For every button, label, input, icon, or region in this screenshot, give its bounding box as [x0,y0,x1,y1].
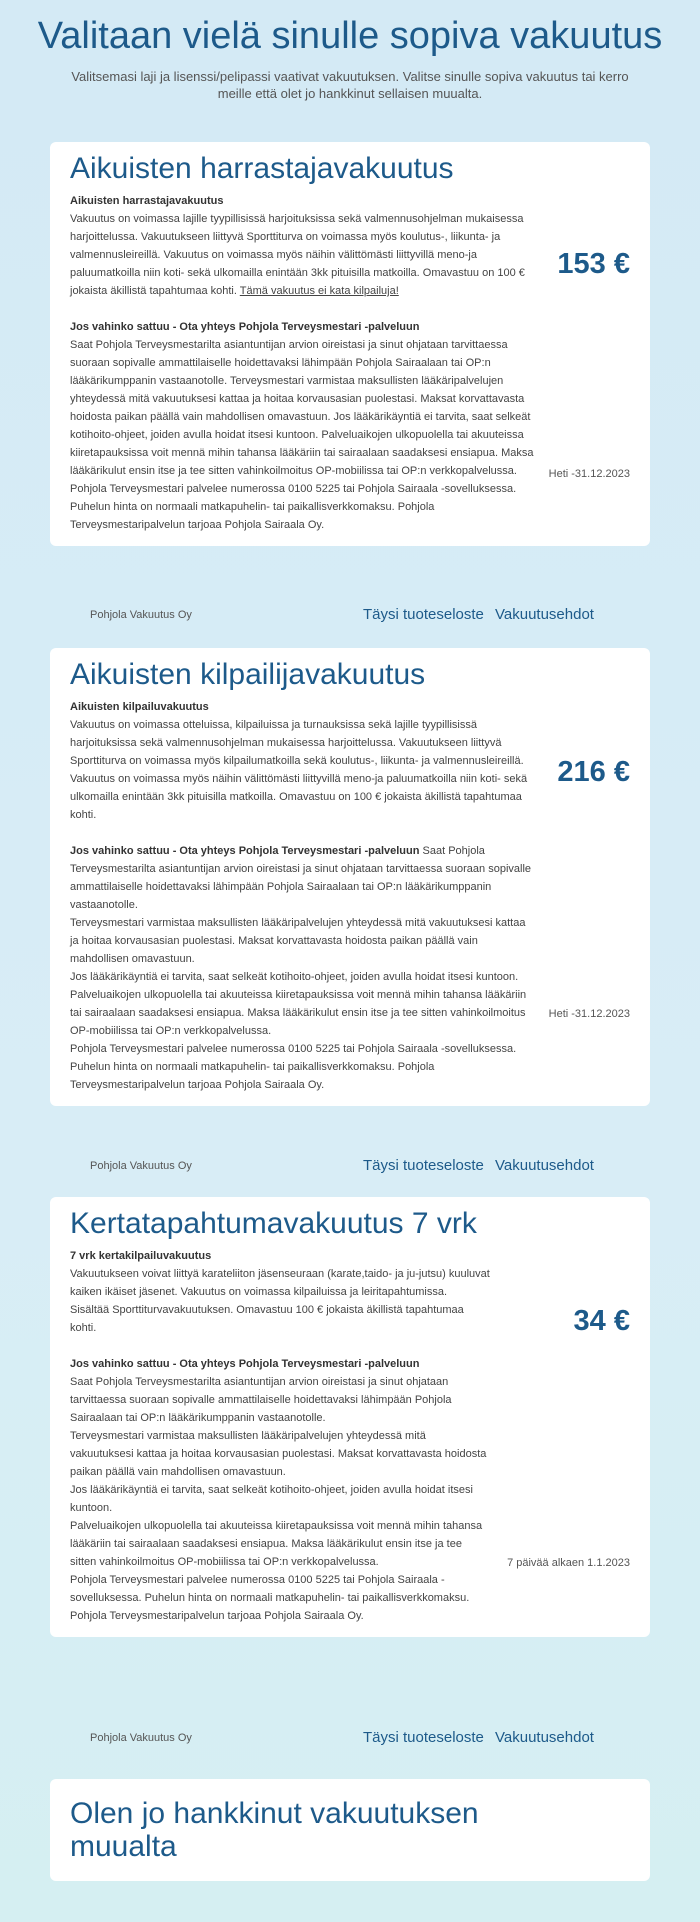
card-footer [50,1157,650,1177]
price: 153 € [557,248,630,280]
card-title: Aikuisten harrastajavakuutus [70,152,454,185]
card-title: Aikuisten kilpailijavakuutus [70,658,426,691]
claims-text: Jos vahinko sattuu - Ota yhteys Pohjola Terveysmestari -palveluun Saat Pohjola Terveysmestarilta asiantuntijan arvion oireistasi ja sinut ohjataan tarvittaessa suoraan sopivalle ammattilaiselle hoidettavaksi lähimpään Pohjola Sairaalaan tai OP:n lääkärikumppanin vastaanotolle. [70,845,532,911]
coverage-text: Vakuutus on voimassa lajille tyypillisissä harjoituksissa sekä valmennusohjelman mukaisessa harjoittelussa. Vakuutukseen liittyvä Sporttiturva on voimassa myös koulutus-, liikunta- ja valmennusleireillä. Vakuutus on voimassa myös näihin välittömästi liittyvillä meno-ja paluumatkoilla niin koti- sekä ulkomailla enintään 3kk pituisilla matkoilla. Omavastuu on 100 € jokaista äkillistä tapahtumaa kohti. Tämä vakuutus ei kata kilpailuja! [70,213,525,297]
validity-period: Heti -31.12.2023 [548,468,630,480]
provider-name: Pohjola Vakuutus Oy [90,1732,192,1744]
product-sheet-link[interactable]: Täysi tuoteseloste [363,1729,484,1746]
claims-text: Palveluaikojen ulkopuolella tai akuuteissa kiiretapauksissa voit mennä mihin tahansa lääkäriin tai sairaalaan saadaksesi ensiapua. Maksa lääkärikulut ensin itse ja tee sitten vahinkoilmoitus OP-mobiilissa tai OP:n verkkopalvelussa. [70,989,527,1037]
insurance-card-harrastaja[interactable] [50,142,650,546]
card-footer [50,1729,650,1749]
validity-period: 7 päivää alkaen 1.1.2023 [507,1557,630,1569]
card-title: Kertatapahtumavakuutus 7 vrk [70,1207,477,1240]
claims-text: Saat Pohjola Terveysmestarilta asiantuntijan arvion oireistasi ja sinut ohjataan tarvittaessa suoraan sopivalle ammattilaiselle hoidettavaksi lähimpään Pohjola Sairaalaan tai OP:n lääkärikumppanin vastaanotolle. Terveysmestari varmistaa maksullisten lääkäripalvelujen yhteydessä mitä vakuutuksesi kattaa ja hoitaa korvausasian puolestasi. Maksat korvattavasta hoidosta paikan päällä vain mahdollisen omavastuun. Jos lääkärikäyntiä ei tarvita, saat selkeät kotihoito-ohjeet, joiden avulla hoidat itsesi kuntoon. Palveluaikojen ulkopuolella tai akuuteissa kiiretapauksissa voit mennä mihin tahansa lääkäriin tai sairaalaan saadaksesi ensiapua. Maksa lääkärikulut ensin itse ja tee sitten vahinkoilmoitus OP-mobiilissa tai OP:n verkkopalvelussa. Pohjola Terveysmestari palvelee numerossa 0100 5225 tai Pohjola Sairaala -sovelluksessa. Puhelun hinta on normaali matkapuhelin- tai paikallisverkkomaksu. Pohjola Terveysmestaripalvelun tarjoaa Pohjola Sairaala Oy. [70,339,534,531]
claims-text: Palveluaikojen ulkopuolella tai akuuteissa kiiretapauksissa voit mennä mihin tahansa lääkäriin tai sairaalaan saadaksesi ensiapua. Maksa lääkärikulut ensin itse ja tee sitten vahinkoilmoitus OP-mobiilissa tai OP:n verkkopalvelussa. [70,1520,483,1568]
claims-text: Pohjola Terveysmestari palvelee numerossa 0100 5225 tai Pohjola Sairaala -sovelluksessa. Puhelun hinta on normaali matkapuhelin- tai paikallisverkkomaksu. Pohjola Terveysmestaripalvelun tarjoaa Pohjola Sairaala Oy. [70,1574,470,1622]
external-insurance-option[interactable] [50,1779,650,1881]
coverage-text: Sisältää Sporttiturvavakuutuksen. Omavastuu 100 € jokaista äkillistä tapahtumaa kohti. [70,1304,464,1334]
card-description [70,698,535,1094]
provider-name: Pohjola Vakuutus Oy [90,1160,192,1172]
product-sheet-link[interactable]: Täysi tuoteseloste [363,1157,484,1174]
coverage-text: Vakuutus on voimassa otteluissa, kilpailuissa ja turnauksissa sekä lajille tyypillisissä harjoituksissa sekä valmennusohjelman mukaisessa harjoittelussa. Vakuutukseen liittyvä Sporttiturva on voimassa myös kilpailumatkoilla sekä koulutus-, liikunta- ja valmennusleireillä. Vakuutus on voimassa myös näihin välittömästi liittyvillä meno-ja paluumatkoilla niin koti- sekä ulkomailla enintään 3kk pituisilla matkoilla. Omavastuu on 100 € jokaista äkillistä tapahtumaa kohti. [70,719,528,821]
claims-text: Terveysmestari varmistaa maksullisten lääkäripalvelujen yhteydessä mitä vakuutuksesi kattaa ja hoitaa korvausasian puolestasi. Maksat korvattavasta hoidosta paikan päällä vain mahdollisen omavastuun. [70,1430,487,1478]
page-header [0,14,700,102]
page-title: Valitaan vielä sinulle sopiva vakuutus [37,15,663,57]
claims-text: Terveysmestari varmistaa maksullisten lääkäripalvelujen yhteydessä mitä vakuutuksesi kattaa ja hoitaa korvausasian puolestasi. Maksat korvattavasta hoidosta paikan päällä vain mahdollisen omavastuun. [70,917,526,965]
page-subtitle: Valitsemasi laji ja lisenssi/pelipassi vaativat vakuutuksen. Valitse sinulle sopiva vakuutus tai kerro meille että olet jo hankkinut sellaisen muualta. [71,69,629,101]
section-title: 7 vrk kertakilpailuvakuutus [70,1250,212,1262]
product-sheet-link[interactable]: Täysi tuoteseloste [363,606,484,623]
card-description [70,1247,490,1625]
coverage-text: Vakuutukseen voivat liittyä karateliiton jäsenseuraan (karate,taido- ja ju-jutsu) kuuluvat kaiken ikäiset jäsenet. Vakuutus on voimassa kilpailuissa ja leiritapahtumissa. [70,1268,490,1298]
price: 216 € [557,756,630,788]
section-title: Jos vahinko sattuu - Ota yhteys Pohjola Terveysmestari -palveluun [70,321,420,333]
card-footer [50,606,650,626]
insurance-card-kertatapahtuma[interactable] [50,1197,650,1637]
card-description [70,192,535,534]
provider-name: Pohjola Vakuutus Oy [90,609,192,621]
terms-link[interactable]: Vakuutusehdot [495,606,594,623]
claims-text: Jos lääkärikäyntiä ei tarvita, saat selkeät kotihoito-ohjeet, joiden avulla hoidat itsesi kuntoon. [70,1484,473,1514]
price: 34 € [573,1305,630,1337]
validity-period: Heti -31.12.2023 [548,1008,630,1020]
terms-link[interactable]: Vakuutusehdot [495,1729,594,1746]
section-title: Aikuisten harrastajavakuutus [70,195,224,207]
claims-text: Jos lääkärikäyntiä ei tarvita, saat selkeät kotihoito-ohjeet, joiden avulla hoidat itsesi kuntoon. [70,971,519,983]
claims-text: Saat Pohjola Terveysmestarilta asiantuntijan arvion oireistasi ja sinut ohjataan tarvittaessa suoraan sopivalle ammattilaiselle hoidettavaksi lähimpään Pohjola Sairaalaan tai OP:n lääkärikumppanin vastaanotolle. [70,1376,452,1424]
section-title: Aikuisten kilpailuvakuutus [70,701,209,713]
insurance-card-kilpailija[interactable] [50,648,650,1106]
terms-link[interactable]: Vakuutusehdot [495,1157,594,1174]
no-competitions-link[interactable]: Tämä vakuutus ei kata kilpailuja! [239,285,399,297]
card-title: Olen jo hankkinut vakuutuksen muualta [70,1797,479,1863]
section-title: Jos vahinko sattuu - Ota yhteys Pohjola Terveysmestari -palveluun [70,1358,420,1370]
claims-text: Pohjola Terveysmestari palvelee numerossa 0100 5225 tai Pohjola Sairaala -sovelluksessa. Puhelun hinta on normaali matkapuhelin- tai paikallisverkkomaksu. Pohjola Terveysmestaripalvelun tarjoaa Pohjola Sairaala Oy. [70,1043,517,1091]
